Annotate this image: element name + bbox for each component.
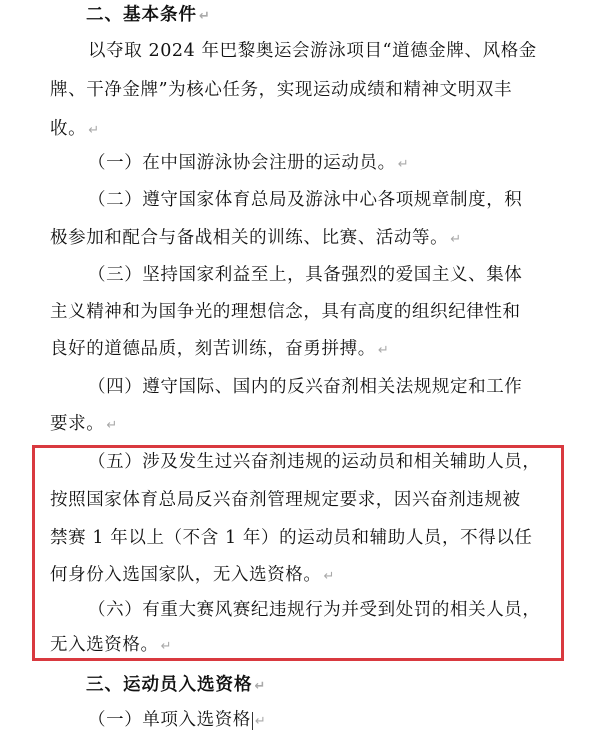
item-5-line: 按照国家体育总局反兴奋剂管理规定要求，因兴奋剂违规被 [50,490,521,510]
paragraph-mark-icon: ↵ [106,418,118,433]
section-heading-athlete-eligibility: 三、运动员入选资格 ↵ [86,675,267,695]
item-4-line: （四）遵守国际、国内的反兴奋剂相关法规规定和工作 [88,377,523,397]
item-2-line: 极参加和配合与备战相关的训练、比赛、活动等。 ↵ [50,228,462,248]
paragraph-mark-icon: ↵ [88,123,100,138]
paragraph-mark-icon: ↵ [160,639,173,654]
item-2-line: （二）遵守国家体育总局及游泳中心各项规章制度，积 [88,190,523,210]
red-highlight-box [32,445,564,661]
paragraph-mark-icon: ↵ [199,9,211,24]
item-4-line: 要求。 ↵ [50,414,118,434]
para-line: 牌、干净金牌”为核心任务，实现运动成绩和精神文明双丰 [50,80,513,100]
item-5-line: 何身份入选国家队，无入选资格。 ↵ [50,565,335,585]
para-line: 收。 ↵ [50,119,100,139]
para-line: 以夺取 2024 年巴黎奥运会游泳项目“道德金牌、风格金 [88,41,537,61]
paragraph-mark-icon: ↵ [377,343,390,358]
item-6-line: 无入选资格。 ↵ [50,635,173,655]
paragraph-mark-icon: ↵ [254,679,267,694]
item-3-line: 主义精神和为国争光的理想信念，具有高度的组织纪律性和 [50,302,521,322]
section-heading-basic-conditions: 二、基本条件 ↵ [86,5,211,25]
item-5-line: 禁赛 1 年以上（不含 1 年）的运动员和辅助人员，不得以任 [50,528,533,548]
item-3-line: （三）坚持国家利益至上，具备强烈的爱国主义、集体 [88,265,523,285]
paragraph-mark-icon: ↵ [323,569,335,584]
item-1: （一）在中国游泳协会注册的运动员。 ↵ [88,153,410,173]
paragraph-mark-icon: ↵ [450,232,462,247]
text-cursor [252,712,253,730]
paragraph-mark-icon: ↵ [397,157,410,172]
paragraph-mark-icon: ↵ [254,714,267,729]
item-5-line: （五）涉及发生过兴奋剂违规的运动员和相关辅助人员， [88,452,541,472]
section3-item-1[interactable]: （一）单项入选资格 ↵ [88,710,267,730]
item-6-line: （六）有重大赛风赛纪违规行为并受到处罚的相关人员， [88,600,541,620]
item-3-line: 良好的道德品质，刻苦训练，奋勇拼搏。 ↵ [50,339,390,359]
